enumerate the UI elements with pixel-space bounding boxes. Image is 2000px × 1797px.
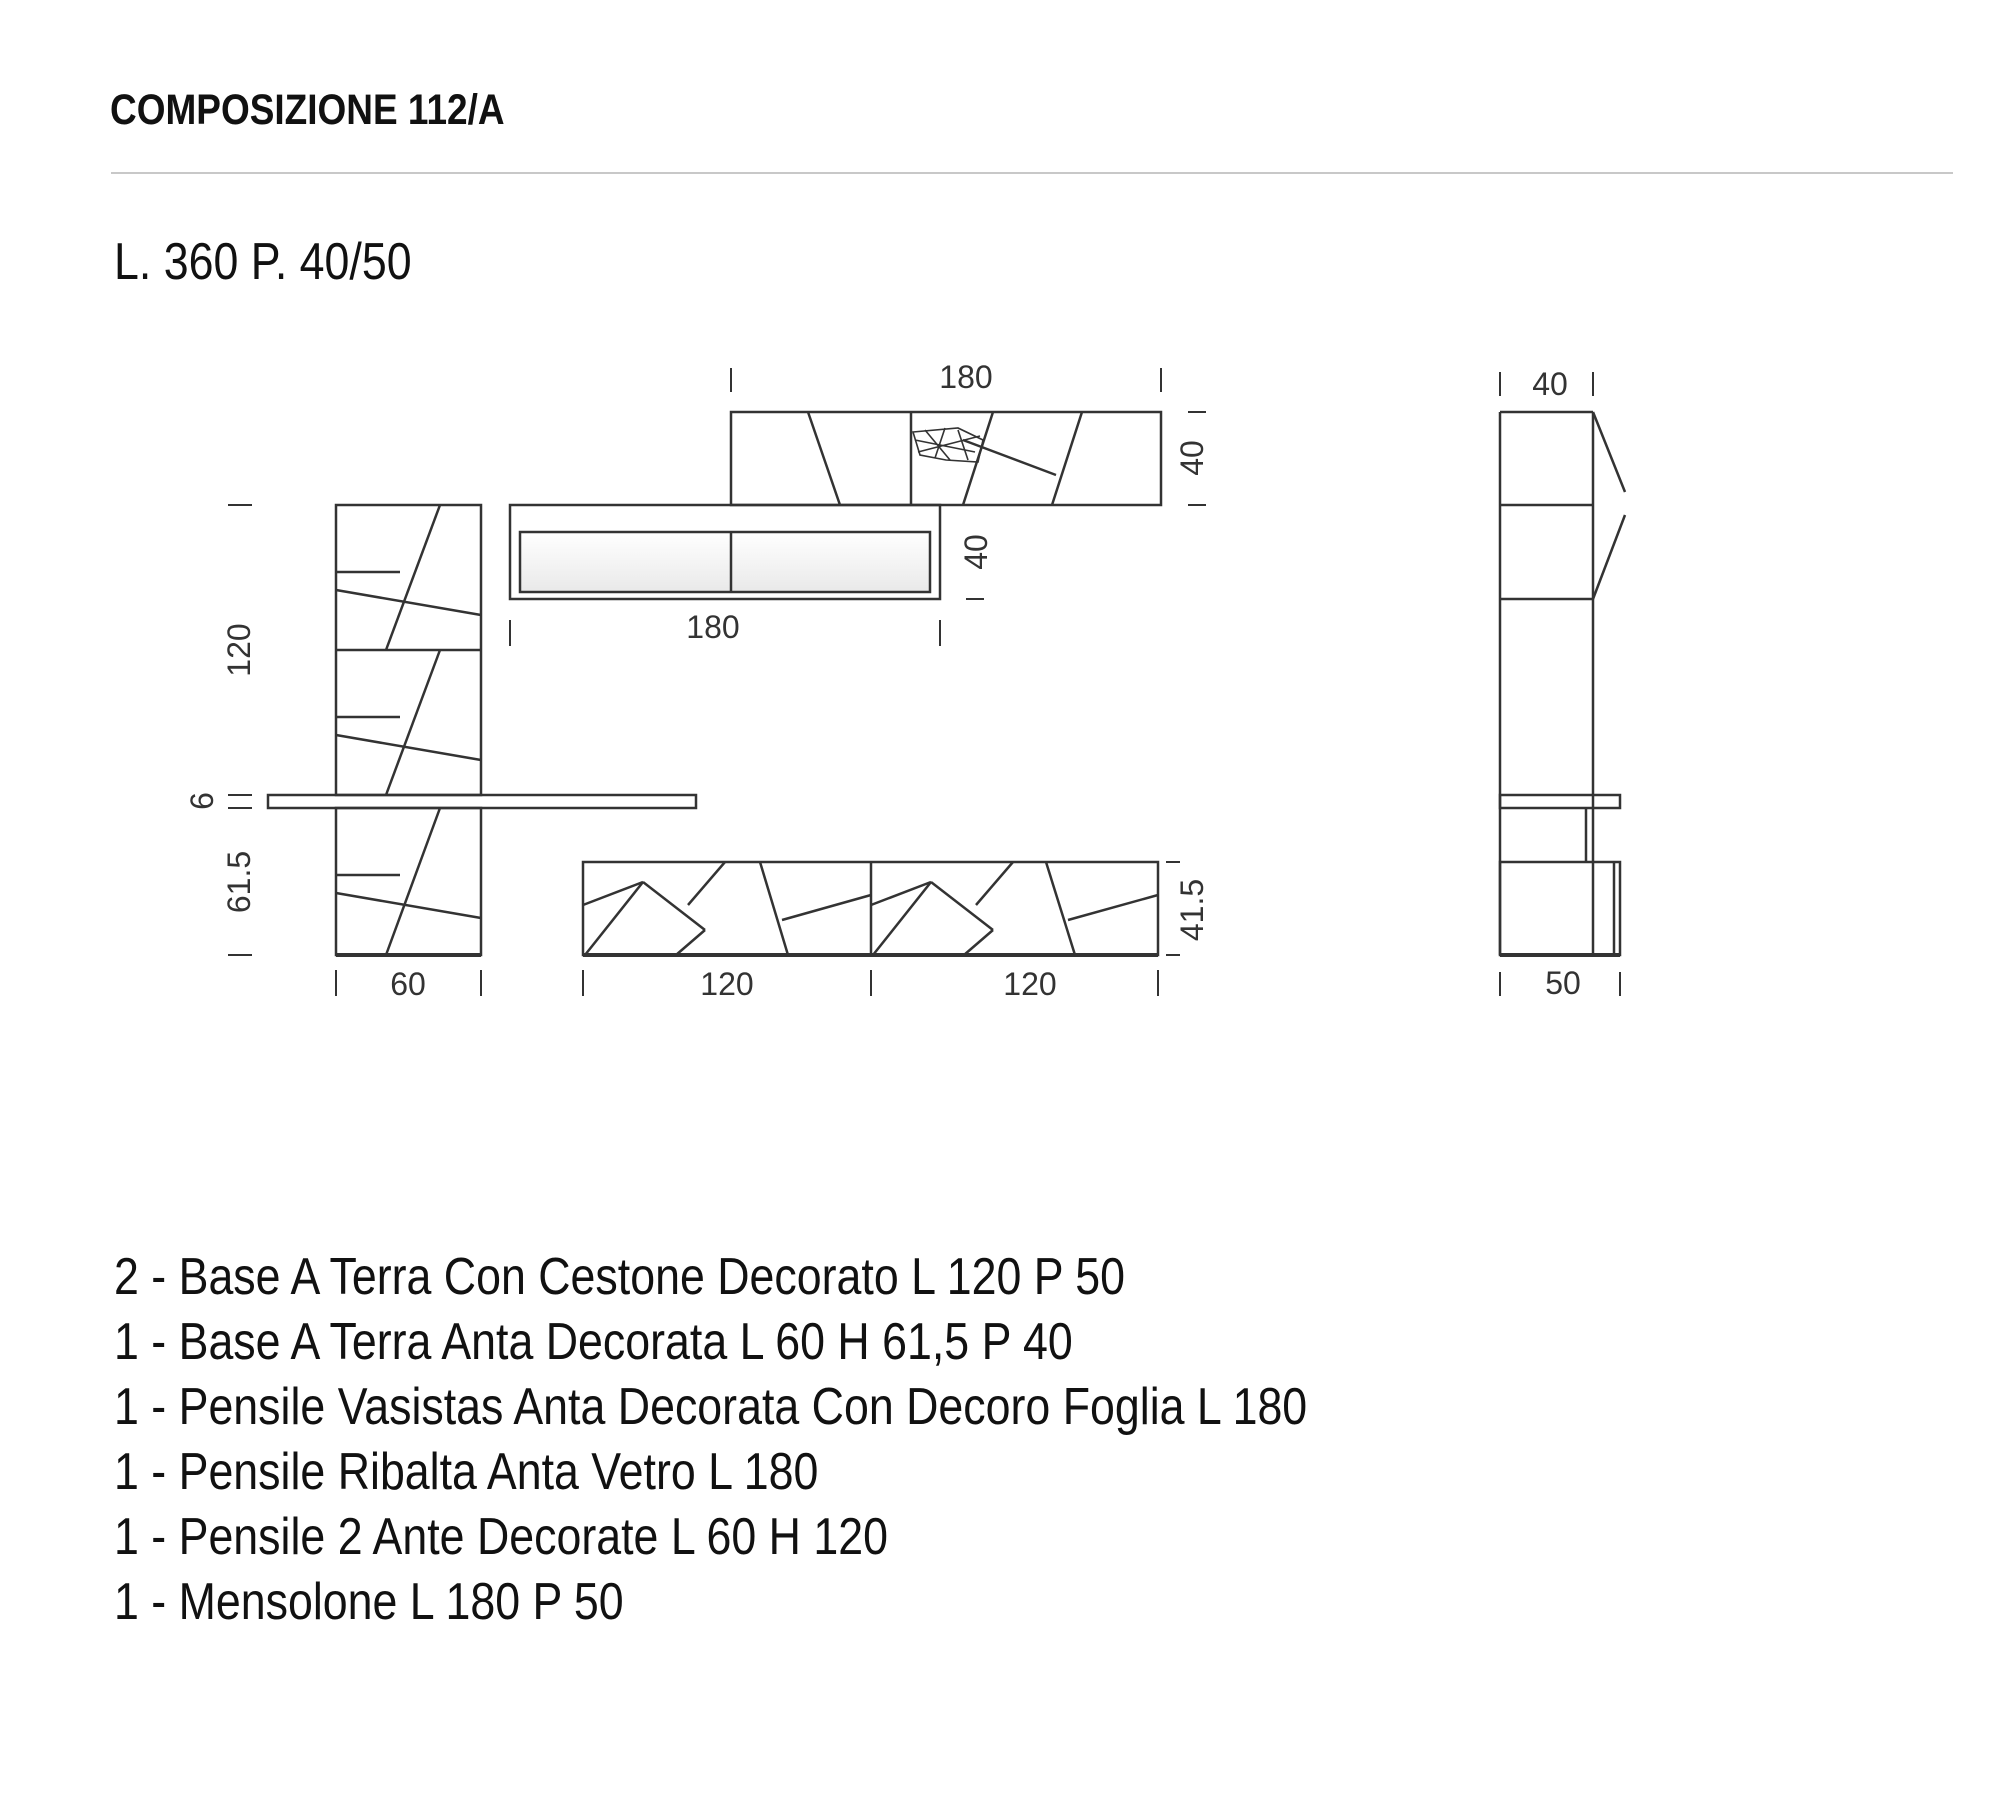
leaf-decor: [913, 428, 983, 462]
list-item: 1 - Pensile Ribalta Anta Vetro L 180: [114, 1443, 819, 1501]
label-glass-height: 40: [958, 534, 994, 570]
list-item: 1 - Pensile Vasistas Anta Decorata Con Decoro Foglia L 180: [114, 1378, 1308, 1436]
wall-unit-glass: [510, 505, 940, 599]
label-wall-top-height: 40: [1174, 440, 1210, 476]
dimension-ticks: [228, 368, 1620, 996]
base-drawer-units: [583, 862, 1158, 955]
label-wall-top-width: 180: [939, 359, 993, 395]
component-list: [114, 1245, 1307, 1635]
list-item: 1 - Pensile 2 Ante Decorate L 60 H 120: [114, 1508, 888, 1566]
composition-title: COMPOSIZIONE 112/A: [110, 86, 505, 134]
label-column-height: 120: [221, 623, 257, 677]
label-drawer1-width: 120: [700, 966, 754, 1002]
label-base-height: 61.5: [221, 850, 257, 914]
wall-unit-vasistas: [731, 412, 1161, 505]
base-door-unit: [336, 808, 481, 955]
label-drawer-height: 41.5: [1174, 878, 1210, 942]
wall-column: [336, 505, 481, 795]
label-column-width: 60: [390, 966, 426, 1002]
label-side-top-depth: 40: [1532, 366, 1568, 402]
shelf-mensolone: [268, 795, 696, 808]
label-drawer2-width: 120: [1003, 966, 1057, 1002]
overall-dimensions: L. 360 P. 40/50: [114, 233, 412, 291]
label-shelf-thickness: 6: [184, 792, 220, 810]
side-view: [1500, 412, 1625, 955]
label-glass-width: 180: [686, 609, 740, 645]
list-item: 1 - Base A Terra Anta Decorata L 60 H 61,5 P 40: [114, 1313, 1073, 1371]
list-item: 1 - Mensolone L 180 P 50: [114, 1573, 624, 1631]
label-side-bottom-depth: 50: [1545, 965, 1581, 1001]
list-item: 2 - Base A Terra Con Cestone Decorato L 120 P 50: [114, 1248, 1125, 1306]
